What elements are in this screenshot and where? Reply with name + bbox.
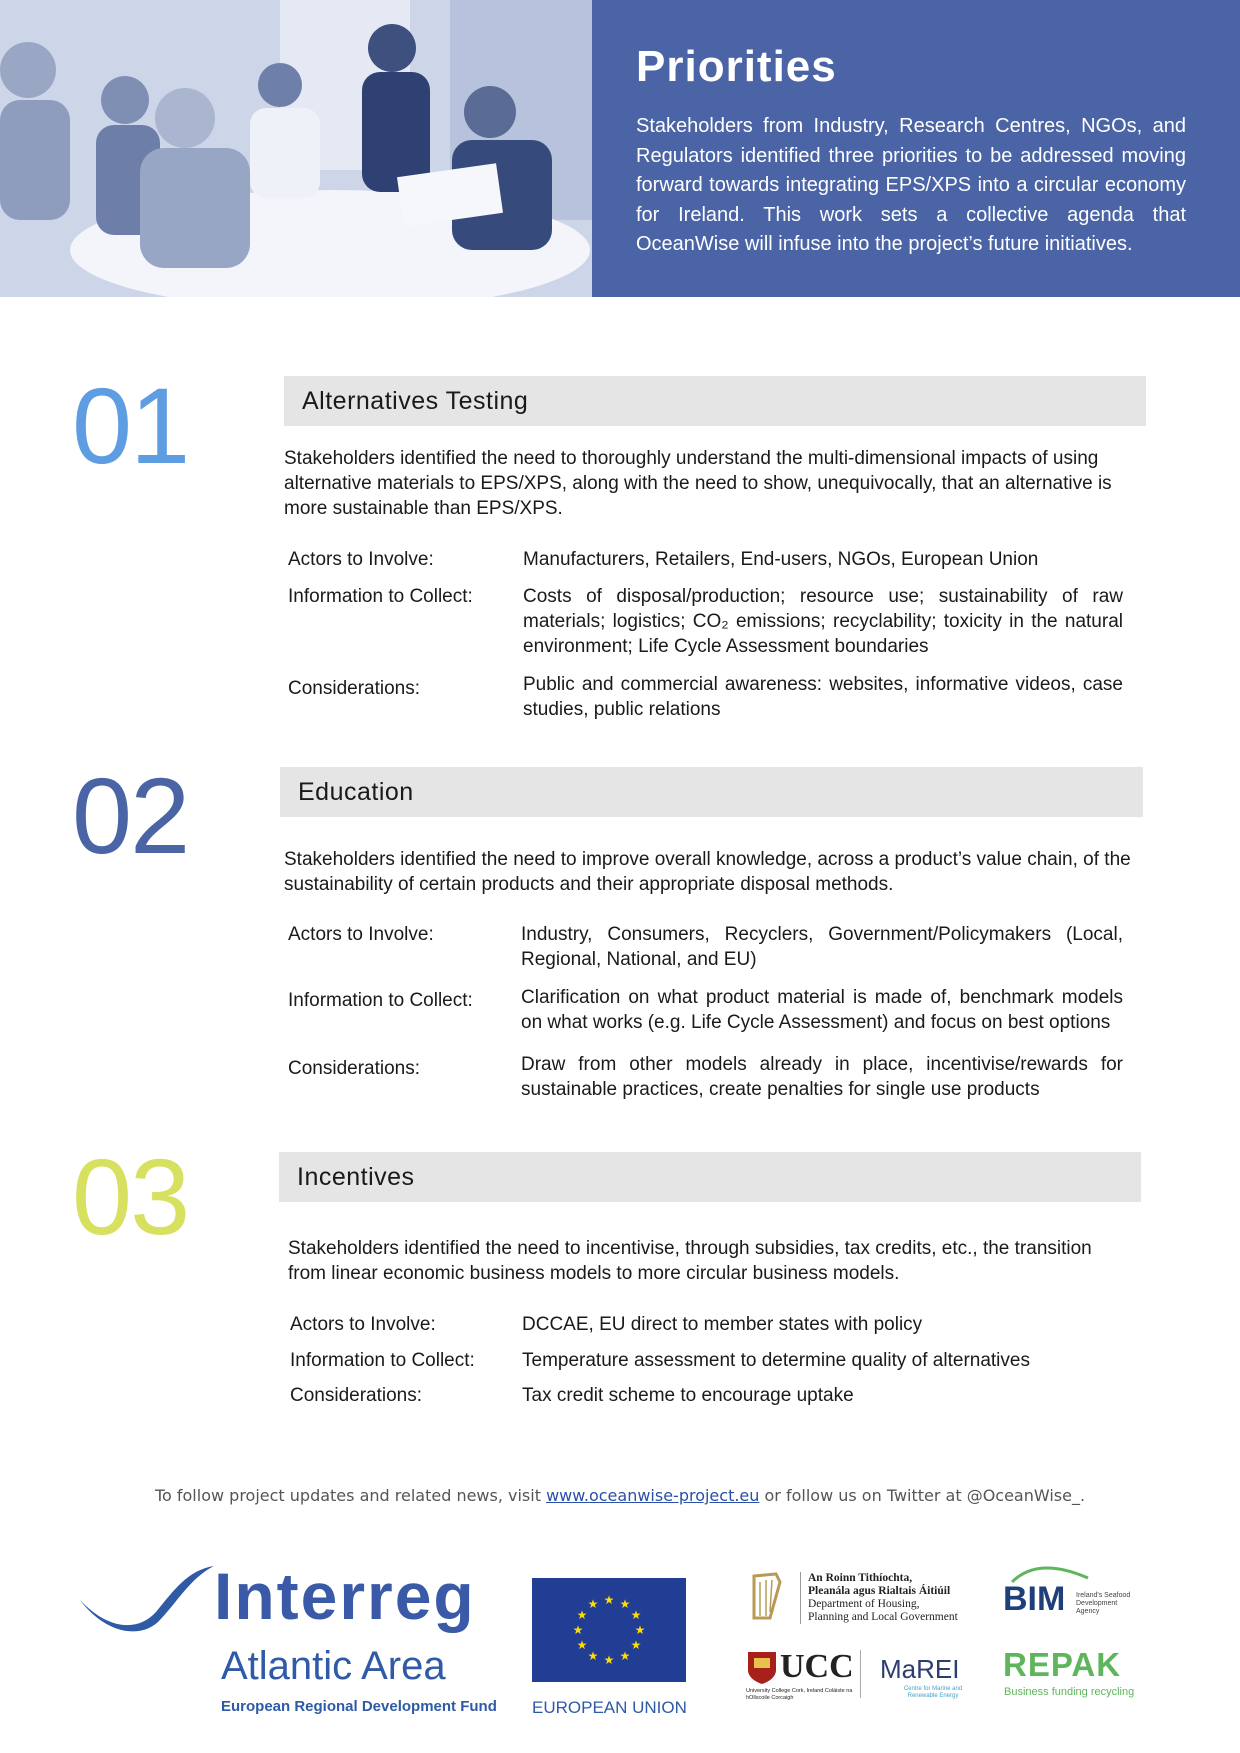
svg-text:★: ★ [634, 1623, 646, 1637]
eu-flag-icon [532, 1578, 686, 1682]
footer-note [0, 1486, 1240, 1505]
priority-title-bar-3: Incentives [279, 1152, 1141, 1202]
priority-title-bar-2: Education [280, 767, 1143, 817]
svg-text:★: ★ [572, 1623, 584, 1637]
footer-text-after: or follow us on Twitter at @OceanWise_. [759, 1486, 1086, 1505]
bim-subtitle: Ireland's Seafood Development Agency [1076, 1592, 1131, 1615]
footer-text-before: To follow project updates and related news, visit [154, 1486, 547, 1505]
interreg-logo-text: Interreg [214, 1559, 476, 1633]
info-value: Costs of disposal/production; resource use; sustainability of raw materials; logistics; CO₂ emissions; recyclability; toxicity in the natural environment; Life Cycle Assessment boundaries [523, 586, 1123, 657]
considerations-value: Public and commercial awareness: websites, informative videos, case studies, public relations [523, 674, 1123, 720]
actors-value: Industry, Consumers, Recyclers, Government/Policymakers (Local, Regional, National, and EU) [521, 924, 1123, 970]
svg-text:★: ★ [576, 1608, 588, 1622]
gov-line-4: Planning and Local Government [808, 1611, 958, 1623]
considerations-value: Draw from other models already in place, incentivise/rewards for sustainable practices, create penalties for single use products [521, 1054, 1123, 1100]
website-link[interactable]: www.oceanwise-project.eu [546, 1486, 760, 1505]
atlantic-area-text: Atlantic Area [221, 1644, 446, 1688]
gov-line-2: Pleanála agus Rialtais Áitiúil [808, 1585, 951, 1597]
priority-number-2: 02 [72, 755, 189, 876]
svg-text:★: ★ [587, 1597, 599, 1611]
svg-text:★: ★ [576, 1638, 588, 1652]
repak-logo-text: REPAK [1003, 1646, 1122, 1683]
gov-line-1: An Roinn Tithíochta, [808, 1572, 913, 1584]
actors-value: DCCAE, EU direct to member states with policy [522, 1314, 923, 1335]
svg-text:★: ★ [603, 1653, 615, 1667]
actors-row-1 [288, 547, 1134, 572]
header-banner [592, 0, 1240, 297]
svg-text:★: ★ [630, 1638, 642, 1652]
header-photo [0, 0, 592, 297]
marei-subtitle: Centre for Marine and Renewable Energy [903, 1686, 963, 1699]
info-label: Information to Collect: [288, 990, 473, 1011]
considerations-value: Tax credit scheme to encourage uptake [522, 1385, 854, 1406]
priority-title-bar-1: Alternatives Testing [284, 376, 1146, 426]
actors-row-2 [288, 922, 1134, 972]
eu-text: EUROPEAN UNION [532, 1698, 687, 1717]
svg-text:★: ★ [587, 1649, 599, 1663]
ucc-crest-icon [746, 1650, 778, 1686]
header-paragraph: Stakeholders from Industry, Research Centres, NGOs, and Regulators identified three priorities to be addressed moving forward towards integrating EPS/XPS into a circular economy for Ireland. This work sets a collective agenda that OceanWise will infuse into the project’s future initiatives. [636, 115, 1186, 255]
marei-logo-text: MaREI [880, 1654, 960, 1684]
logo-divider [860, 1650, 861, 1698]
priority-intro-3: Stakeholders identified the need to incentivise, through subsidies, tax credits, etc., the transition from linear economic business models to more circular business models. [288, 1238, 1092, 1284]
svg-text:★: ★ [603, 1593, 615, 1607]
svg-text:★: ★ [630, 1608, 642, 1622]
considerations-row-2 [288, 1052, 1134, 1102]
info-row-3 [290, 1348, 1136, 1373]
actors-row-3 [290, 1312, 1136, 1337]
info-label: Information to Collect: [288, 586, 473, 607]
gov-department-text [800, 1572, 988, 1624]
gov-line-3: Department of Housing, [808, 1598, 920, 1610]
info-value: Clarification on what product material is made of, benchmark models on what works (e.g. Life Cycle Assessment) and focus on best options [521, 987, 1123, 1033]
bim-logo-text: BIM [1003, 1580, 1066, 1618]
svg-text:★: ★ [619, 1597, 631, 1611]
partner-logos [0, 1550, 1240, 1750]
svg-text:★: ★ [619, 1649, 631, 1663]
priority-intro-2: Stakeholders identified the need to improve overall knowledge, across a product’s value chain, of the sustainability of certain products and their appropriate disposal methods. [284, 849, 1131, 895]
info-label: Information to Collect: [290, 1350, 475, 1371]
ucc-subtitle: University College Cork, Ireland Coláiste na hOllscoile Corcaigh [746, 1688, 853, 1701]
actors-label: Actors to Involve: [290, 1314, 436, 1335]
photo-illustration [0, 0, 592, 297]
considerations-label: Considerations: [290, 1385, 423, 1406]
priority-number-1: 01 [72, 365, 189, 486]
harp-icon [746, 1572, 786, 1622]
actors-value: Manufacturers, Retailers, End-users, NGOs, European Union [523, 549, 1039, 570]
priority-number-3: 03 [72, 1136, 189, 1257]
actors-label: Actors to Involve: [288, 924, 434, 945]
actors-label: Actors to Involve: [288, 549, 434, 570]
erdf-text: European Regional Development Fund [221, 1698, 497, 1715]
repak-subtitle: Business funding recycling [1004, 1686, 1135, 1698]
info-value: Temperature assessment to determine quality of alternatives [522, 1350, 1030, 1371]
info-row-1 [288, 584, 1134, 659]
ucc-logo-text: UCC [780, 1648, 854, 1685]
considerations-label: Considerations: [288, 678, 421, 699]
interreg-swoosh-icon [78, 1560, 218, 1640]
priority-intro-1: Stakeholders identified the need to thoroughly understand the multi-dimensional impacts of using alternative materials to EPS/XPS, along with the need to show, unequivocally, that an alternative is more sustainable than EPS/XPS. [284, 448, 1112, 519]
considerations-row-3 [290, 1383, 1136, 1408]
page-title: Priorities [636, 42, 837, 91]
considerations-label: Considerations: [288, 1058, 421, 1079]
info-row-2 [288, 985, 1134, 1035]
considerations-row-1 [288, 672, 1134, 722]
